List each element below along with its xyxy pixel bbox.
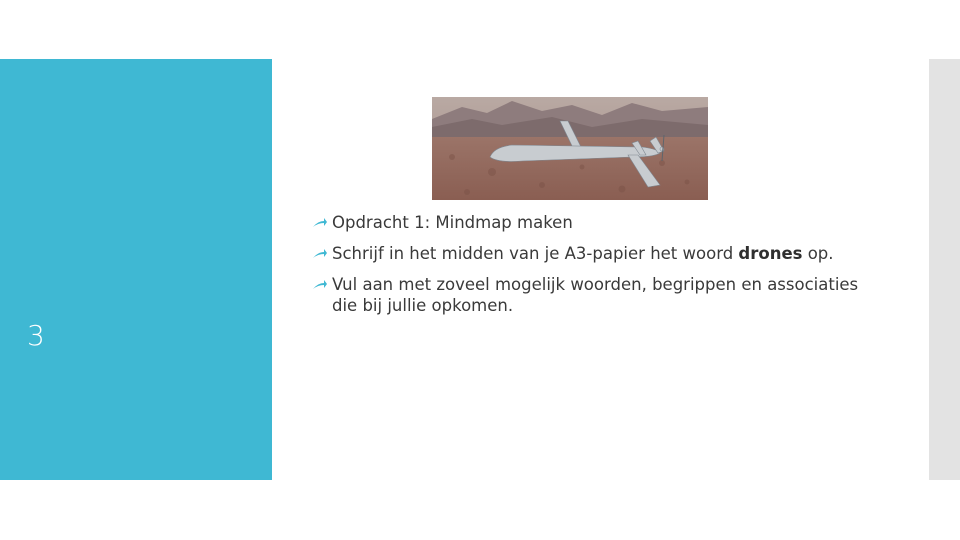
bullet-text: Opdracht 1: Mindmap maken (332, 213, 573, 232)
bullet-item (312, 243, 872, 264)
bullet-item (312, 274, 877, 316)
arrow-bullet-icon (312, 248, 328, 260)
accent-panel (0, 59, 272, 480)
arrow-bullet-icon (312, 279, 328, 291)
side-strip (929, 59, 960, 480)
drone-photo (432, 97, 708, 200)
slide-number: 3 (27, 319, 45, 352)
arrow-bullet-icon (312, 217, 328, 229)
bullet-text-end: op. (802, 244, 834, 263)
bullet-text: Vul aan met zoveel mogelijk woorden, begrippen en associaties die bij jullie opkomen. (332, 275, 859, 315)
bullet-item (312, 212, 872, 233)
bullet-list (312, 212, 872, 326)
bullet-text: Schrijf in het midden van je A3-papier het woord (332, 244, 739, 263)
bullet-bold-word: drones (738, 244, 803, 263)
